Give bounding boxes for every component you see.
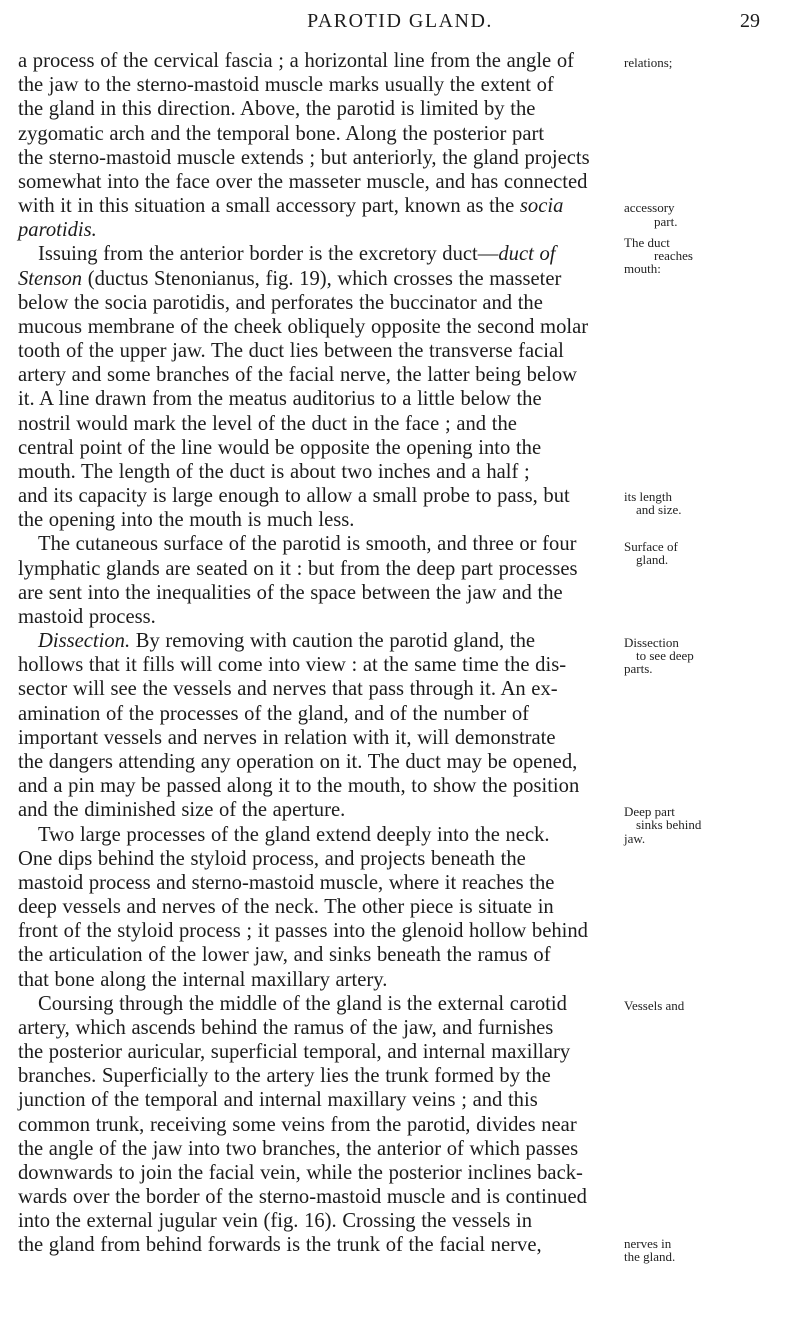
text-line: common trunk, receiving some veins from the parotid, divides near <box>18 1113 577 1136</box>
margin-note: Dissection <box>624 635 679 650</box>
margin-note: reaches <box>654 248 693 263</box>
margin-note: Surface of <box>624 539 678 554</box>
text-line: the posterior auricular, superficial temporal, and internal maxillary <box>18 1041 571 1064</box>
text-line: with it in this situation a small accessory part, known as the socia <box>18 195 564 218</box>
text-line: wards over the border of the sterno-mastoid muscle and is continued <box>18 1186 587 1209</box>
text-line: central point of the line would be opposite the opening into the <box>18 436 542 459</box>
running-title: PAROTID GLAND. <box>307 10 493 32</box>
text-line: the articulation of the lower jaw, and sinks beneath the ramus of <box>18 944 551 967</box>
text-line: lymphatic glands are seated on it : but from the deep part processes <box>18 557 578 580</box>
text-line: deep vessels and nerves of the neck. The other piece is situate in <box>18 896 554 919</box>
text-line: below the socia parotidis, and perforates the buccinator and the <box>18 291 543 314</box>
margin-note: its length <box>624 489 673 504</box>
text-line: hollows that it fills will come into view : at the same time the dis- <box>18 654 567 677</box>
text-line: Issuing from the anterior border is the excretory duct—duct of <box>38 243 556 266</box>
margin-note: accessory <box>624 200 675 215</box>
margin-note: sinks behind <box>636 817 702 832</box>
page-number: 29 <box>740 10 760 32</box>
text-line: amination of the processes of the gland, and of the number of <box>18 702 530 725</box>
text-line: and its capacity is large enough to allow a small probe to pass, but <box>18 485 570 508</box>
text-line: mouth. The length of the duct is about two inches and a half ; <box>18 460 530 483</box>
text-line: front of the styloid process ; it passes into the glenoid hollow behind <box>18 920 588 943</box>
margin-note: gland. <box>636 552 669 567</box>
margin-note: the gland. <box>624 1249 676 1264</box>
text-line: parotidis. <box>18 219 97 242</box>
text-line: and a pin may be passed along it to the mouth, to show the position <box>18 775 580 798</box>
text-line: Two large processes of the gland extend deeply into the neck. <box>38 823 550 846</box>
text-line: that bone along the internal maxillary artery. <box>18 968 388 991</box>
text-line: and the diminished size of the aperture. <box>18 799 346 822</box>
margin-note: and size. <box>636 502 682 517</box>
text-line: the angle of the jaw into two branches, the anterior of which passes <box>18 1137 579 1160</box>
text-line: important vessels and nerves in relation with it, will demonstrate <box>18 726 556 749</box>
margin-note: part. <box>654 214 678 229</box>
margin-note: jaw. <box>624 831 646 846</box>
margin-note: Vessels and <box>624 998 685 1013</box>
text-line: mastoid process and sterno-mastoid muscle, where it reaches the <box>18 871 555 894</box>
margin-note: to see deep <box>636 648 694 663</box>
text-line: the sterno-mastoid muscle extends ; but anteriorly, the gland projects <box>18 146 590 169</box>
text-line: The cutaneous surface of the parotid is smooth, and three or four <box>38 533 577 556</box>
text-line: a process of the cervical fascia ; a horizontal line from the angle of <box>18 50 574 72</box>
text-line: the dangers attending any operation on it. The duct may be opened, <box>18 750 578 773</box>
text-line: tooth of the upper jaw. The duct lies between the transverse facial <box>18 340 564 363</box>
margin-note: The duct <box>624 235 670 250</box>
text-line: the gland in this direction. Above, the parotid is limited by the <box>18 98 536 121</box>
text-line: Coursing through the middle of the gland is the external carotid <box>38 992 567 1015</box>
text-line: Stenson (ductus Stenonianus, fig. 19), which crosses the masseter <box>18 267 562 290</box>
text-line: Dissection. By removing with caution the parotid gland, the <box>38 630 536 653</box>
text-line: somewhat into the face over the masseter muscle, and has connected <box>18 170 588 193</box>
text-line: mastoid process. <box>18 605 156 628</box>
text-line: sector will see the vessels and nerves that pass through it. An ex- <box>18 678 558 701</box>
text-line: artery, which ascends behind the ramus of the jaw, and furnishes <box>18 1016 554 1039</box>
text-line: the opening into the mouth is much less. <box>18 509 355 532</box>
margin-note: Deep part <box>624 804 675 819</box>
page-header <box>0 0 800 48</box>
text-line: artery and some branches of the facial nerve, the latter being below <box>18 364 577 387</box>
margin-note: relations; <box>624 55 673 70</box>
text-line: One dips behind the styloid process, and projects beneath the <box>18 847 526 870</box>
text-line: into the external jugular vein (fig. 16). Crossing the vessels in <box>18 1210 533 1233</box>
text-line: branches. Superficially to the artery lies the trunk formed by the <box>18 1065 551 1088</box>
text-line: nostril would mark the level of the duct in the face ; and the <box>18 412 517 435</box>
text-line: it. A line drawn from the meatus auditorius to a little below the <box>18 388 542 411</box>
text-line: are sent into the inequalities of the space between the jaw and the <box>18 581 563 604</box>
text-line: zygomatic arch and the temporal bone. Along the posterior part <box>18 122 545 145</box>
text-line: the gland from behind forwards is the trunk of the facial nerve, <box>18 1234 542 1257</box>
margin-note: mouth: <box>624 261 661 276</box>
margin-note: nerves in <box>624 1236 672 1251</box>
text-line: mucous membrane of the cheek obliquely opposite the second molar <box>18 315 589 338</box>
text-line: the jaw to the sterno-mastoid muscle marks usually the extent of <box>18 74 554 97</box>
text-line: junction of the temporal and internal maxillary veins ; and this <box>18 1089 538 1112</box>
margin-note: parts. <box>624 661 653 676</box>
text-line: downwards to join the facial vein, while the posterior inclines back- <box>18 1161 583 1184</box>
